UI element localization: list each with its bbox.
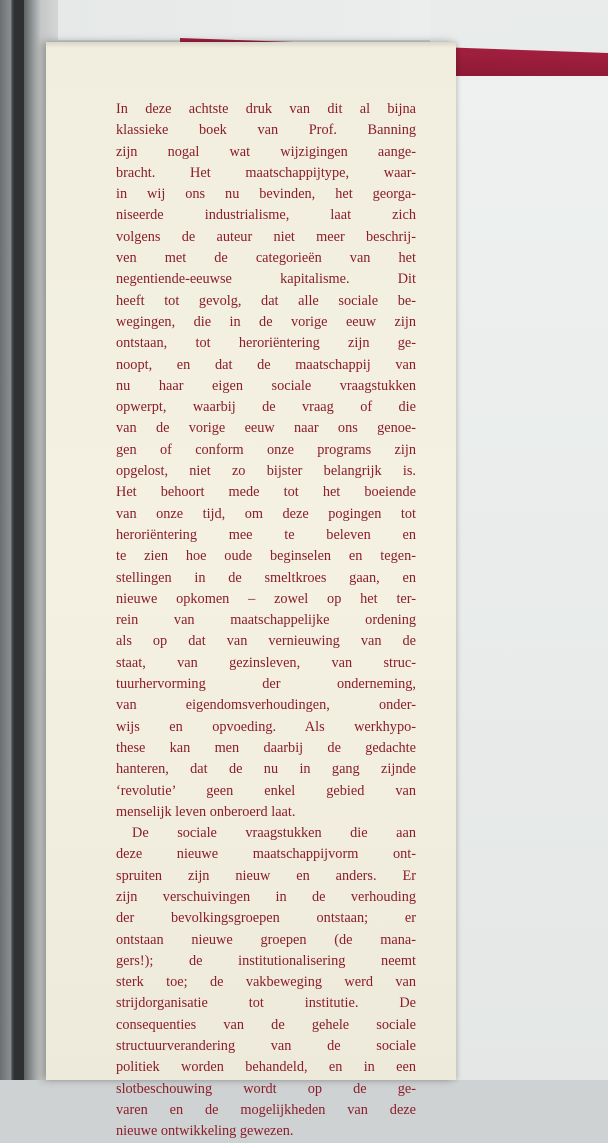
- blurb-line: zijn nogal wat wijzigingen aange-: [116, 143, 416, 160]
- book-cover-panel: [452, 76, 608, 1080]
- blurb-line: gers!); de institutionalisering neemt: [116, 952, 416, 969]
- blurb-line: sterk toe; de vakbeweging werd van: [116, 974, 416, 991]
- blurb-line: wijs en opvoeding. Als werkhypo-: [116, 718, 416, 735]
- blurb-line: ontstaan nieuwe groepen (de mana-: [116, 931, 416, 948]
- flap-blurb-text: [116, 99, 416, 1143]
- blurb-line: Het behoort mede tot het boeiende: [116, 484, 416, 501]
- blurb-line: niseerde industrialisme, laat zich: [116, 207, 416, 224]
- blurb-line: structuurverandering van de sociale: [116, 1038, 416, 1055]
- blurb-line: heeft tot gevolg, dat alle sociale be-: [116, 292, 416, 309]
- blurb-line: menselijk leven onberoerd laat.: [116, 803, 296, 820]
- blurb-line: In deze achtste druk van dit al bijna: [116, 101, 416, 117]
- blurb-line: ontstaan, tot heroriëntering zijn ge-: [116, 335, 416, 352]
- blurb-line: nieuwe ontwikkeling gewezen.: [116, 1123, 294, 1140]
- blurb-line: nieuwe opkomen – zowel op het ter-: [116, 590, 416, 607]
- blurb-line: zijn verschuivingen in de verhouding: [116, 888, 416, 905]
- blurb-line: ven met de categorieën van het: [116, 250, 416, 267]
- blurb-line: nu haar eigen sociale vraagstukken: [116, 377, 416, 394]
- blurb-line: volgens de auteur niet meer beschrij-: [116, 228, 416, 245]
- blurb-line: van onze tijd, om deze pogingen tot: [116, 505, 416, 522]
- blurb-line: ‘revolutie’ geen enkel gebied van: [116, 782, 416, 799]
- blurb-line: staat, van gezinsleven, van struc-: [116, 654, 416, 671]
- blurb-line: strijdorganisatie tot institutie. De: [116, 995, 416, 1012]
- book-spine: [14, 0, 24, 1080]
- blurb-line: te zien hoe oude beginselen en tegen-: [116, 548, 416, 565]
- blurb-line: deze nieuwe maatschappijvorm ont-: [116, 846, 416, 863]
- blurb-line: slotbeschouwing wordt op de ge-: [116, 1080, 416, 1097]
- flap-top-edge: [46, 42, 456, 48]
- blurb-line: der bevolkingsgroepen ontstaan; er: [116, 910, 416, 927]
- blurb-line: politiek worden behandeld, en in een: [116, 1059, 416, 1076]
- blurb-line: in wij ons nu bevinden, het georga-: [116, 186, 416, 203]
- blurb-line: tuurhervorming der onderneming,: [116, 676, 416, 693]
- blurb-line: bracht. Het maatschappijtype, waar-: [116, 164, 416, 181]
- blurb-line: heroriëntering mee te beleven en: [116, 526, 416, 543]
- blurb-line: hanteren, dat de nu in gang zijnde: [116, 761, 416, 778]
- blurb-line: noopt, en dat de maatschappij van: [116, 356, 416, 373]
- blurb-line: rein van maatschappelijke ordening: [116, 612, 416, 629]
- blurb-line: klassieke boek van Prof. Banning: [116, 122, 416, 139]
- blurb-line: opwerpt, waarbij de vraag of die: [116, 399, 416, 416]
- blurb-line: gen of conform onze programs zijn: [116, 441, 416, 458]
- blurb-line: wegingen, die in de vorige eeuw zijn: [116, 313, 416, 330]
- blurb-line: van eigendomsverhoudingen, onder-: [116, 697, 416, 714]
- blurb-line: De sociale vraagstukken die aan: [132, 825, 416, 842]
- blurb-line: varen en de mogelijkheden van deze: [116, 1101, 416, 1118]
- blurb-line: negentiende-eeuwse kapitalisme. Dit: [116, 271, 416, 288]
- blurb-line: opgelost, niet zo bijster belangrijk is.: [116, 463, 416, 480]
- blurb-line: consequenties van de gehele sociale: [116, 1016, 416, 1033]
- blurb-line: stellingen in de smeltkroes gaan, en: [116, 569, 416, 586]
- blurb-line: spruiten zijn nieuw en anders. Er: [116, 867, 416, 884]
- blurb-line: van de vorige eeuw naar ons genoe-: [116, 420, 416, 437]
- blurb-line: these kan men daarbij de gedachte: [116, 739, 416, 756]
- blurb-line: als op dat van vernieuwing van de: [116, 633, 416, 650]
